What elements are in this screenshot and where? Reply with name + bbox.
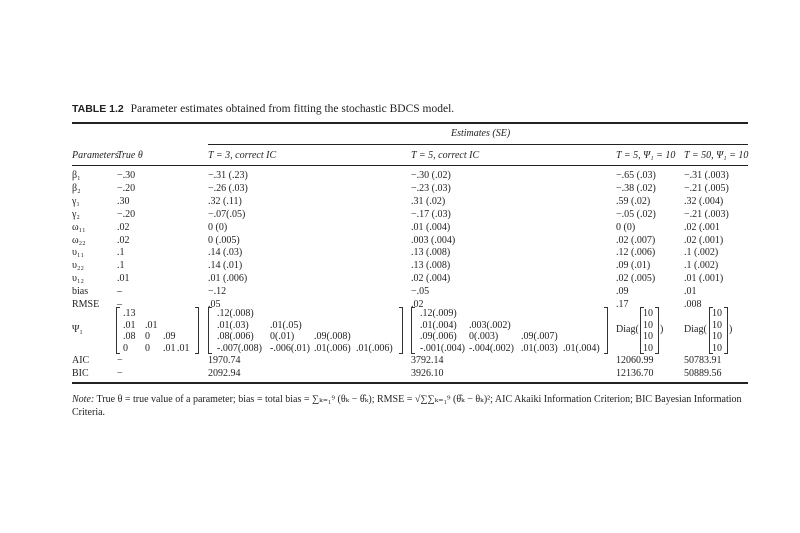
row-t5-psi: −.65 (.03) xyxy=(616,170,656,181)
row-t3: −.31 (.23) xyxy=(208,170,248,181)
matrix-cell: .09 xyxy=(163,331,176,342)
bracket-right xyxy=(655,307,659,354)
row-t5: −.23 (.03) xyxy=(411,182,451,194)
row-true: .1 xyxy=(117,247,125,259)
matrix-cell: .12(.008) xyxy=(217,308,254,319)
matrix-cell: 0 xyxy=(145,342,150,354)
row-t5: .02 xyxy=(411,299,424,310)
matrix-cell: 0(.003) xyxy=(469,331,499,342)
note-part3: ; AIC Akaiki Information Criterion; BIC Bayesian Information Criteria. xyxy=(72,394,742,418)
bracket-right xyxy=(724,307,728,354)
matrix-cell: .01 xyxy=(177,342,190,354)
row-t3: .32 (.11) xyxy=(208,195,242,207)
row-param: υ₁₁ xyxy=(72,247,84,259)
row-param: υ₂₂ xyxy=(72,260,84,272)
row-t5-psi: .09 (.01) xyxy=(616,260,651,272)
row-true: −.30 xyxy=(117,170,136,181)
matrix-cell: .08 xyxy=(123,331,136,342)
row-t5: −.05 xyxy=(411,286,430,298)
header-true: True θ xyxy=(117,150,143,161)
matrix-cell: .01(.003) xyxy=(521,342,558,354)
row-t50: .02 (.001) xyxy=(684,234,724,246)
bic-t50: 50889.56 xyxy=(684,368,722,379)
matrix-cell: .01 xyxy=(145,319,158,331)
row-true: .30 xyxy=(117,195,130,207)
diag-label-2: Diag( xyxy=(684,324,707,335)
row-true: .02 xyxy=(117,221,130,233)
row-t3: −.12 xyxy=(208,286,227,298)
matrix-cell: .01(.05) xyxy=(270,319,302,331)
row-t50: .1 (.002) xyxy=(684,247,719,259)
note-part1: True θ = true value of a parameter; bias = total bias = xyxy=(94,394,312,405)
table-label: TABLE 1.2 xyxy=(72,103,124,115)
matrix-cell: .09(.008) xyxy=(314,331,351,342)
row-t50: −.21 (.005) xyxy=(684,182,729,194)
row-t5-psi: .02 (.007) xyxy=(616,234,656,246)
row-t50: −.31 (.003) xyxy=(684,170,729,181)
row-true: .1 xyxy=(117,260,125,272)
matrix-cell: 0(.01) xyxy=(270,331,295,342)
row-t5: .02 (.004) xyxy=(411,273,451,285)
note-label: Note: xyxy=(72,394,95,405)
row-t5: −.17 (.03) xyxy=(411,208,451,220)
matrix-cell: .01(.006) xyxy=(314,342,351,354)
diag-cell: 10 xyxy=(712,319,722,331)
row-t50: .32 (.004) xyxy=(684,195,724,207)
row-t5-psi: .02 (.005) xyxy=(616,273,656,285)
header-t5: T = 5, correct IC xyxy=(411,150,480,161)
matrix-cell: .01 xyxy=(123,319,136,331)
row-t5: .13 (.008) xyxy=(411,260,451,272)
row-t5: −.30 (.02) xyxy=(411,170,451,181)
matrix-cell: .01(.03) xyxy=(217,319,249,331)
diag-cell: 10 xyxy=(712,331,722,342)
table-title: Parameter estimates obtained from fitting the stochastic BDCS model. xyxy=(130,103,455,115)
group-rule xyxy=(208,144,748,145)
row-param: ω₂₂ xyxy=(72,234,86,246)
diag-cell: 10 xyxy=(643,342,653,354)
bracket-right xyxy=(195,307,199,354)
header-t50: T = 50, Ψ₁ = 10 xyxy=(684,150,749,161)
row-t50: .01 (.001) xyxy=(684,273,724,285)
row-param: RMSE xyxy=(72,299,100,310)
matrix-cell: .08(.006) xyxy=(217,331,254,342)
row-t50: .02 (.001 xyxy=(684,221,720,233)
matrix-cell: .13 xyxy=(123,308,136,319)
row-t50: .01 xyxy=(684,286,697,298)
matrix-cell: .01(.004) xyxy=(420,319,457,331)
diag-close-1: ) xyxy=(660,324,664,335)
row-t5: .01 (.004) xyxy=(411,221,451,233)
row-param: ω₁₁ xyxy=(72,221,86,233)
header-group: Estimates (SE) xyxy=(451,128,511,139)
row-true: −.20 xyxy=(117,208,136,220)
row-t5-psi: .12 (.006) xyxy=(616,247,656,259)
matrix-cell: .12(.009) xyxy=(420,308,457,319)
aic-t5: 3792.14 xyxy=(411,355,444,366)
matrix-cell: .003(.002) xyxy=(469,319,511,331)
diag-close-2: ) xyxy=(729,324,733,335)
row-t5-psi: −.38 (.02) xyxy=(616,182,656,194)
row-true: −.20 xyxy=(117,182,136,194)
note-sum: ∑ₖ₌₁⁹ (θₖ − θ̂ₖ) xyxy=(311,394,372,405)
matrix-cell: .01 xyxy=(163,342,176,354)
row-t50: −.21 (.003) xyxy=(684,208,729,220)
diag-cell: 10 xyxy=(643,308,653,319)
row-param: γ₁ xyxy=(72,195,80,207)
bracket-left xyxy=(116,307,120,354)
row-t3: 0 (0) xyxy=(208,221,228,233)
row-t3: −.26 (.03) xyxy=(208,182,248,194)
matrix-cell: -.006(.01) xyxy=(270,342,310,354)
row-t5: .003 (.004) xyxy=(411,234,456,246)
row-true: – xyxy=(117,286,122,298)
row-t5-psi: 0 (0) xyxy=(616,221,636,233)
matrix-cell: .01(.006) xyxy=(356,342,393,354)
row-t5: .31 (.02) xyxy=(411,195,446,207)
row-t5-psi: .59 (.02) xyxy=(616,195,651,207)
bracket-right xyxy=(399,307,403,354)
row-t5-psi: .17 xyxy=(616,299,629,310)
matrix-cell: .09(.007) xyxy=(521,331,558,342)
top-rule xyxy=(72,122,748,124)
bracket-left xyxy=(208,307,212,354)
bottom-rule xyxy=(72,382,748,384)
bracket-left xyxy=(411,307,415,354)
aic-t50: 50783.91 xyxy=(684,355,722,366)
aic-t5-psi: 12060.99 xyxy=(616,355,654,366)
matrix-cell: 0 xyxy=(145,331,150,342)
row-t50: .1 (.002) xyxy=(684,260,719,272)
row-true: .02 xyxy=(117,234,130,246)
bracket-right xyxy=(604,307,608,354)
matrix-cell: .01(.004) xyxy=(563,342,600,354)
row-t5: .13 (.008) xyxy=(411,247,451,259)
row-param: υ₁₂ xyxy=(72,273,84,285)
row-t5-psi: .09 xyxy=(616,286,629,298)
note-part2: ; RMSE = xyxy=(371,394,415,405)
bic-t5-psi: 12136.70 xyxy=(616,368,654,379)
header-parameters: Parameters xyxy=(72,150,119,161)
row-param: β₂ xyxy=(72,182,81,194)
header-t5-psi: T = 5, Ψ₁ = 10 xyxy=(616,150,676,161)
table-note xyxy=(72,393,748,419)
matrix-cell: -.004(.002) xyxy=(469,342,514,354)
row-t50: .008 xyxy=(684,299,702,310)
matrix-cell: -.001(.004) xyxy=(420,342,465,354)
row-t3: −.07(.05) xyxy=(208,208,246,220)
diag-cell: 10 xyxy=(643,319,653,331)
row-param: γ₂ xyxy=(72,208,80,220)
aic-t3: 1970.74 xyxy=(208,355,241,366)
note-sqrt: √∑∑ₖ₌₁⁹ (θ̂ₖ − θₖ)² xyxy=(414,394,491,405)
row-t3: .05 xyxy=(208,299,221,310)
row-param: β₁ xyxy=(72,170,81,181)
psi-label: Ψ₁ xyxy=(72,324,83,335)
diag-cell: 10 xyxy=(643,331,653,342)
matrix-cell: 0 xyxy=(123,342,128,354)
bic-t5: 3926.10 xyxy=(411,368,444,379)
diag-cell: 10 xyxy=(712,308,722,319)
row-t3: .14 (.03) xyxy=(208,247,243,259)
row-t3: 0 (.005) xyxy=(208,234,240,246)
aic-label: AIC xyxy=(72,355,90,366)
diag-cell: 10 xyxy=(712,342,722,354)
header-rule xyxy=(72,165,748,166)
aic-true: − xyxy=(117,355,123,366)
row-t5-psi: −.05 (.02) xyxy=(616,208,656,220)
row-true: .01 xyxy=(117,273,130,285)
row-t3: .01 (.006) xyxy=(208,273,248,285)
row-param: bias xyxy=(72,286,89,298)
table-caption xyxy=(72,103,454,115)
bic-true: − xyxy=(117,368,123,379)
matrix-cell: -.007(.008) xyxy=(217,342,262,354)
bic-t3: 2092.94 xyxy=(208,368,241,379)
row-true: – xyxy=(117,299,122,310)
bic-label: BIC xyxy=(72,368,89,379)
row-t3: .14 (.01) xyxy=(208,260,243,272)
header-t3: T = 3, correct IC xyxy=(208,150,277,161)
diag-label-1: Diag( xyxy=(616,324,639,335)
matrix-cell: .09(.006) xyxy=(420,331,457,342)
